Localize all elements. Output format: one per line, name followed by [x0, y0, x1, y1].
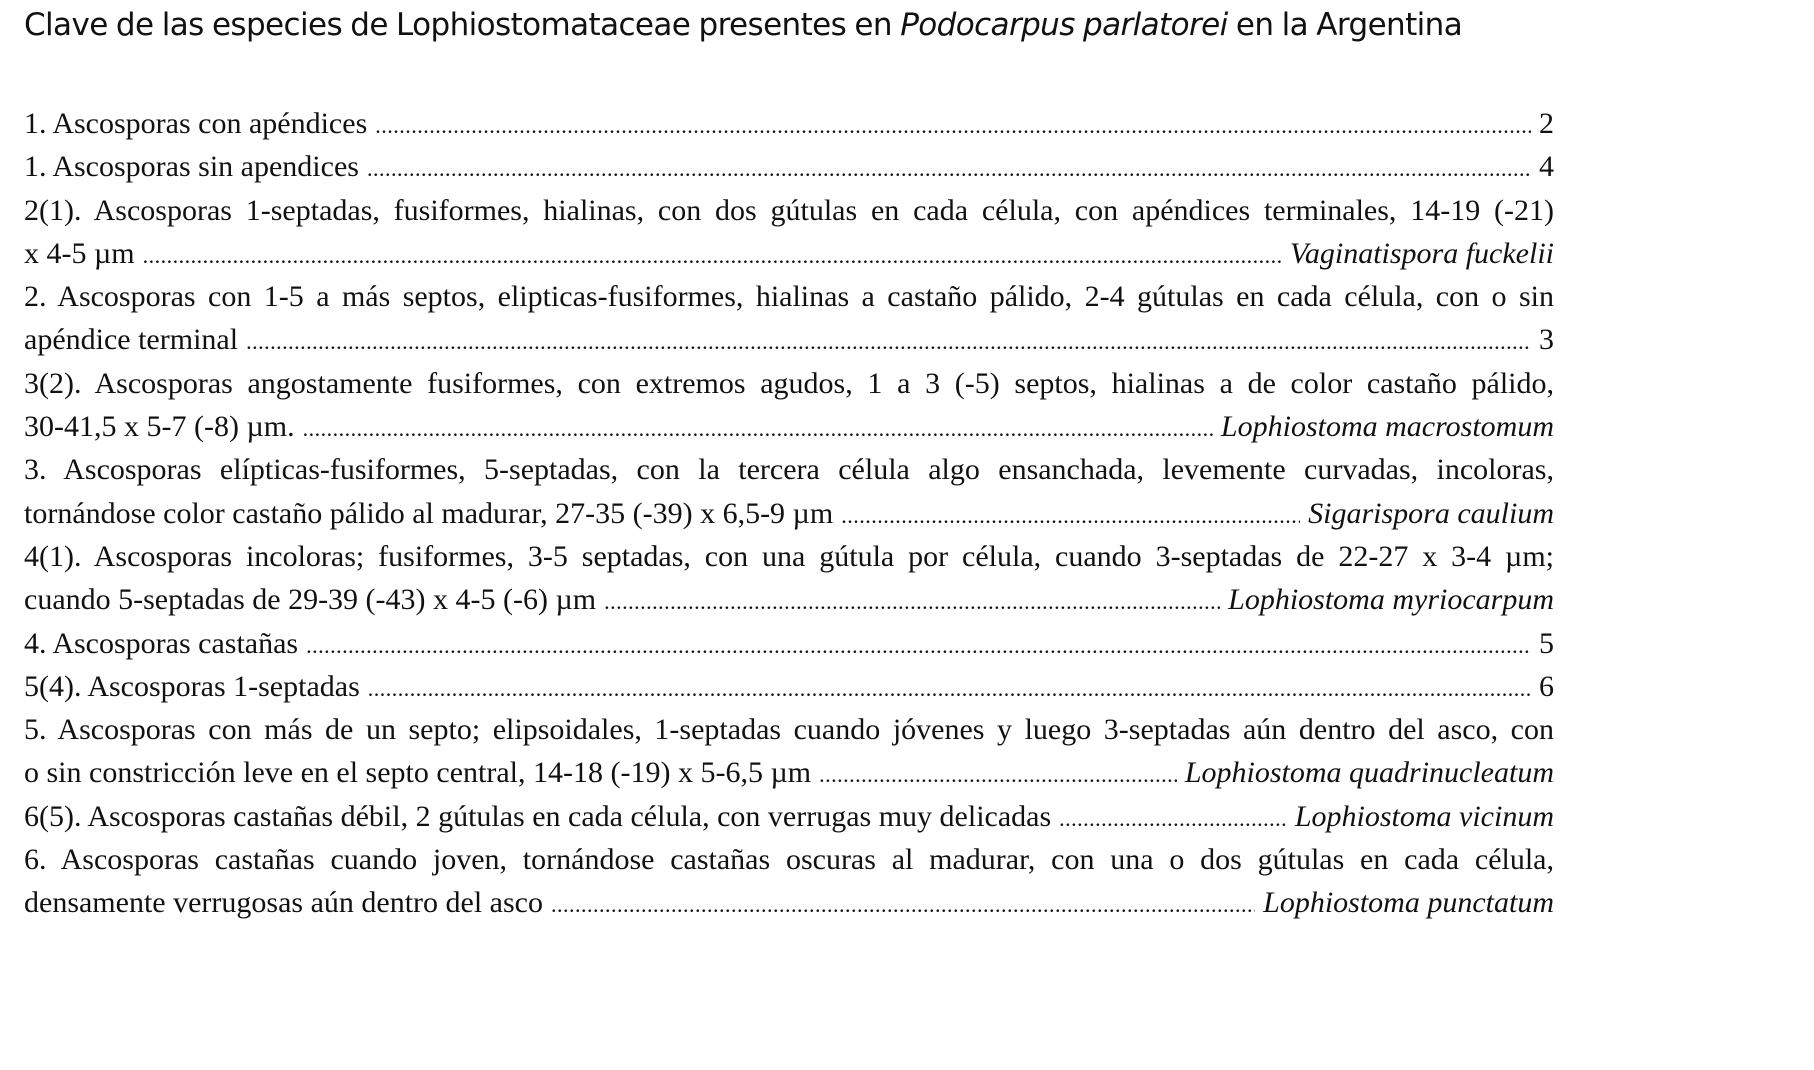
- key-text: 4. Ascosporas castañas: [24, 626, 299, 660]
- identification-key: [24, 102, 1554, 925]
- dot-leader: [819, 753, 1177, 794]
- dot-leader: [306, 624, 1531, 665]
- key-species-name: Lophiostoma vicinum: [1294, 799, 1554, 833]
- key-species-name: Lophiostoma quadrinucleatum: [1184, 756, 1554, 790]
- key-species-name: Lophiostoma macrostomum: [1220, 410, 1554, 444]
- title-italic-genus: Podocarpus parlatorei: [900, 7, 1228, 43]
- key-couplet-3a-line2: [24, 405, 1554, 448]
- key-text: 1. Ascosporas con apéndices: [24, 107, 368, 140]
- key-target: 2: [1539, 107, 1554, 140]
- key-couplet-2b-line1: 2. Ascosporas con 1-5 a más septos, elipticas-fusiformes, hialinas a castaño pálido, 2-4 gútulas en cada célula, con o sin: [24, 280, 1554, 314]
- key-couplet-4b: [24, 622, 1554, 665]
- key-text: tornándose color castaño pálido al madurar, 27-35 (-39) x 6,5-9 µm: [24, 496, 834, 530]
- key-species-name: Lophiostoma punctatum: [1263, 886, 1554, 920]
- key-couplet-5a: [24, 665, 1554, 708]
- key-target: 6: [1539, 669, 1554, 703]
- key-text: x 4-5 µm: [24, 236, 135, 270]
- dot-leader: [551, 883, 1255, 924]
- key-couplet-3a-line1: 3(2). Ascosporas angostamente fusiformes, con extremos agudos, 1 a 3 (-5) septos, hialinas a de color castaño pálido,: [24, 366, 1554, 400]
- key-species-name: Lophiostoma myriocarpum: [1228, 583, 1554, 617]
- key-text: densamente verrugosas aún dentro del asco: [24, 886, 543, 920]
- dot-leader: [375, 104, 1531, 145]
- dot-leader: [143, 234, 1282, 275]
- key-target: 4: [1539, 150, 1554, 184]
- document-page: [24, 0, 1554, 925]
- key-text: cuando 5-septadas de 29-39 (-43) x 4-5 (-6) µm: [24, 583, 597, 617]
- dot-leader: [604, 580, 1220, 621]
- key-text: apéndice terminal: [24, 323, 239, 357]
- dot-leader: [303, 407, 1213, 448]
- key-couplet-4a-line1: 4(1). Ascosporas incoloras; fusiformes, 3-5 septadas, con una gútula por célula, cuando 3-septadas de 22-27 x 3-4 µm;: [24, 539, 1554, 573]
- dot-leader: [1059, 797, 1287, 838]
- key-couplet-3b-line2: [24, 492, 1554, 535]
- key-couplet-2a-line1: 2(1). Ascosporas 1-septadas, fusiformes, hialinas, con dos gútulas en cada célula, con apéndices terminales, 14-19 (-21): [24, 193, 1554, 227]
- key-couplet-5b-line2: [24, 751, 1554, 794]
- dot-leader: [246, 320, 1531, 361]
- dot-leader: [368, 667, 1531, 708]
- page-title: [24, 7, 1554, 46]
- key-target: 3: [1539, 323, 1554, 357]
- key-couplet-5b-line1: 5. Ascosporas con más de un septo; elipsoidales, 1-septadas cuando jóvenes y luego 3-septadas aún dentro del asco, con: [24, 713, 1554, 747]
- key-couplet-6b-line1: 6. Ascosporas castañas cuando joven, tornándose castañas oscuras al madurar, con una o dos gútulas en cada célula,: [24, 843, 1554, 877]
- key-couplet-3b-line1: 3. Ascosporas elípticas-fusiformes, 5-septadas, con la tercera célula algo ensanchada, levemente curvadas, incoloras,: [24, 453, 1554, 487]
- key-couplet-6a: [24, 795, 1554, 838]
- key-couplet-4a-line2: [24, 578, 1554, 621]
- key-target: 5: [1539, 626, 1554, 660]
- key-text: 5(4). Ascosporas 1-septadas: [24, 669, 360, 703]
- dot-leader: [841, 494, 1300, 535]
- key-couplet-1b: [24, 145, 1554, 188]
- title-suffix: en la Argentina: [1227, 7, 1463, 43]
- key-text: 30-41,5 x 5-7 (-8) µm.: [24, 410, 295, 444]
- key-text: o sin constricción leve en el septo central, 14-18 (-19) x 5-6,5 µm: [24, 756, 812, 790]
- key-couplet-2a-line2: [24, 232, 1554, 275]
- title-prefix: Clave de las especies de Lophiostomataceae presentes en: [24, 7, 901, 43]
- key-species-name: Sigarispora caulium: [1308, 496, 1554, 530]
- key-couplet-2b-line2: [24, 318, 1554, 361]
- key-couplet-6b-line2: [24, 881, 1554, 924]
- key-species-name: Vaginatispora fuckelii: [1289, 236, 1554, 270]
- key-text: 6(5). Ascosporas castañas débil, 2 gútulas en cada célula, con verrugas muy delicadas: [24, 799, 1052, 833]
- dot-leader: [367, 147, 1531, 188]
- key-couplet-1a: [24, 102, 1554, 145]
- key-text: 1. Ascosporas sin apendices: [24, 150, 359, 184]
